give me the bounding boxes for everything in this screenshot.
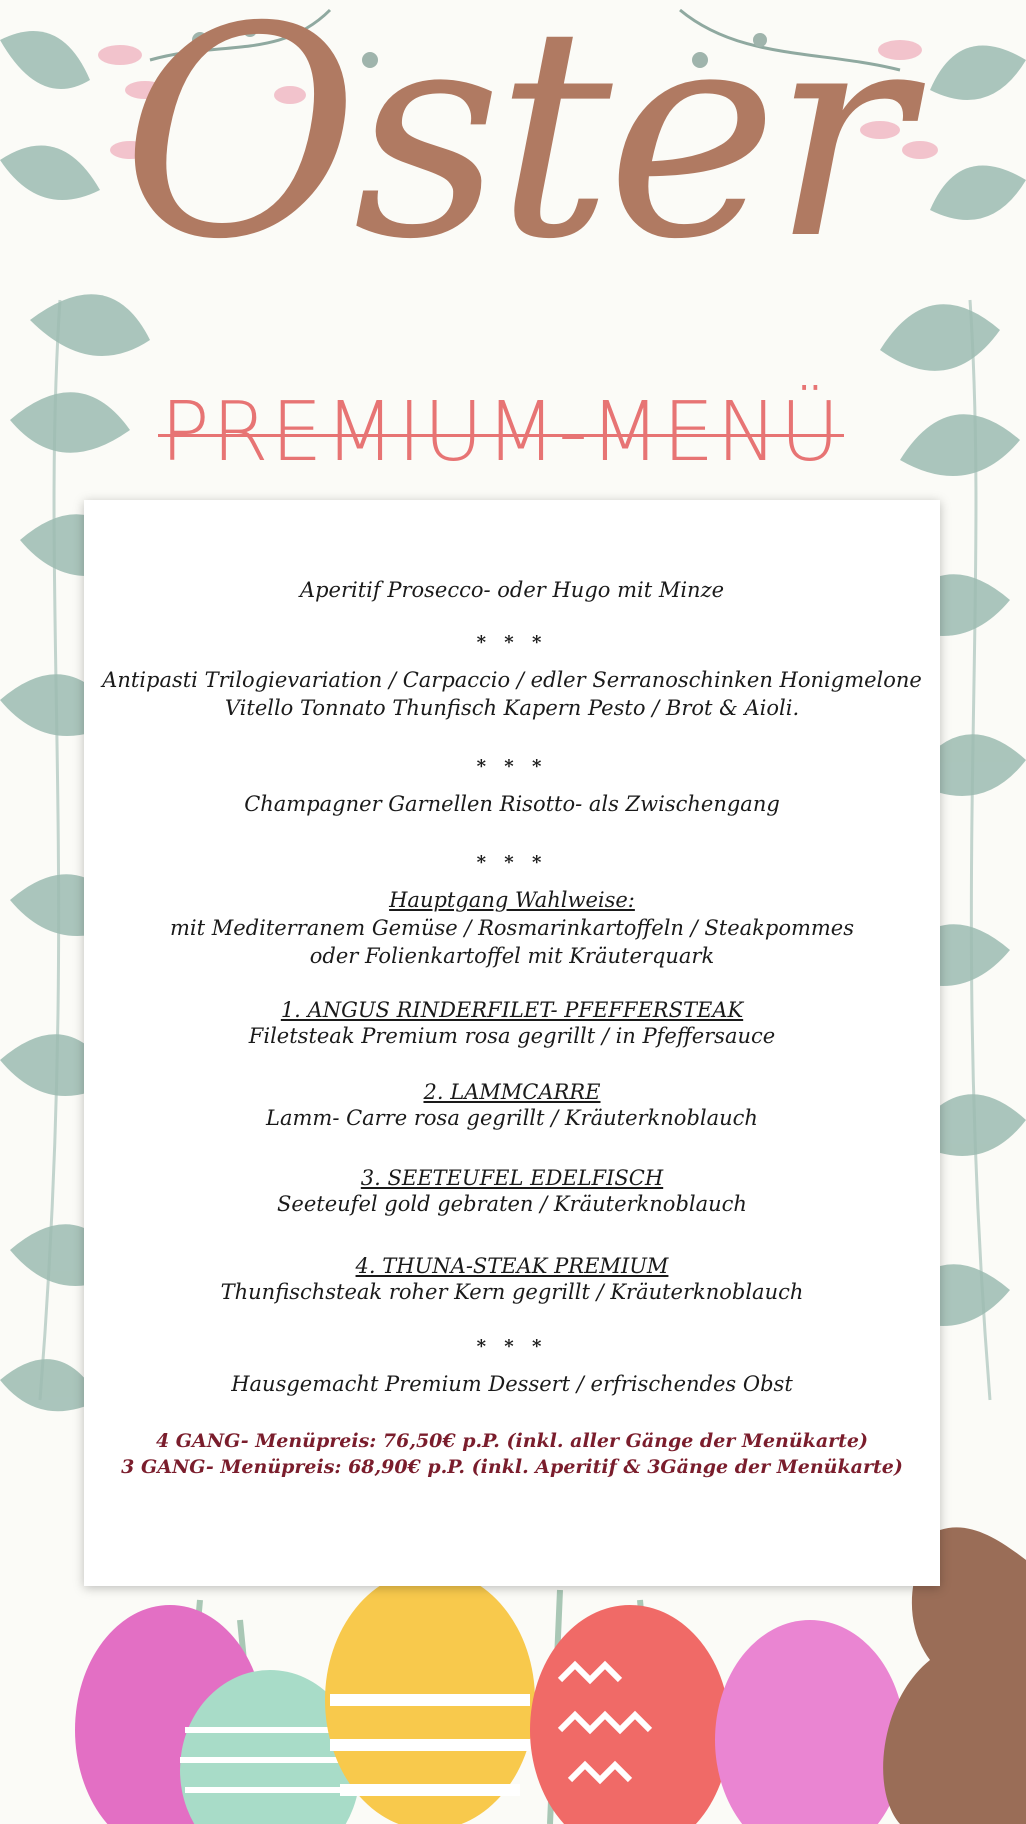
separator: * * * [476, 632, 548, 653]
hauptgang-beilagen-2: oder Folienkartoffel mit Kräuterquark [309, 944, 715, 968]
dish-description: Lamm- Carre rosa gegrillt / Kräuterknoblauch [266, 1106, 758, 1130]
dish-name: 4. THUNA-STEAK PREMIUM [355, 1254, 669, 1278]
dish-name: 2. LAMMCARRE [423, 1080, 601, 1104]
dish-name: 3. SEETEUFEL EDELFISCH [360, 1166, 664, 1190]
hauptgang-header: Hauptgang Wahlweise: [389, 888, 635, 912]
dish-name: 1. ANGUS RINDERFILET- PFEFFERSTEAK [280, 998, 744, 1022]
price-4-gang: 4 GANG- Menüpreis: 76,50€ p.P. (inkl. aller Gänge der Menükarte) [155, 1430, 869, 1452]
separator: * * * [476, 1336, 548, 1357]
dessert-line: Hausgemacht Premium Dessert / erfrischendes Obst [231, 1372, 793, 1396]
page-title: Oster [121, 0, 905, 303]
zwischengang-line: Champagner Garnellen Risotto- als Zwischengang [244, 792, 780, 816]
page-subtitle: PREMIUM-MENÜ [160, 385, 842, 480]
dish-description: Seeteufel gold gebraten / Kräuterknoblauch [277, 1192, 747, 1216]
dish-description: Filetsteak Premium rosa gegrillt / in Pfeffersauce [248, 1024, 776, 1048]
hauptgang-beilagen-1: mit Mediterranem Gemüse / Rosmarinkartoffeln / Steakpommes [169, 916, 854, 940]
menu-card [84, 500, 940, 1586]
antipasti-line-2: Vitello Tonnato Thunfisch Kapern Pesto / Brot & Aioli. [224, 696, 800, 720]
dish-description: Thunfischsteak roher Kern gegrillt / Kräuterknoblauch [220, 1280, 804, 1304]
subtitle-block [158, 378, 844, 488]
price-3-gang: 3 GANG- Menüpreis: 68,90€ p.P. (inkl. Aperitif & 3Gänge der Menükarte) [121, 1456, 903, 1478]
separator: * * * [476, 756, 548, 777]
separator: * * * [476, 852, 548, 873]
antipasti-line-1: Antipasti Trilogievariation / Carpaccio / edler Serranoschinken Honigmelone [102, 668, 922, 692]
aperitif-line: Aperitif Prosecco- oder Hugo mit Minze [299, 578, 725, 602]
